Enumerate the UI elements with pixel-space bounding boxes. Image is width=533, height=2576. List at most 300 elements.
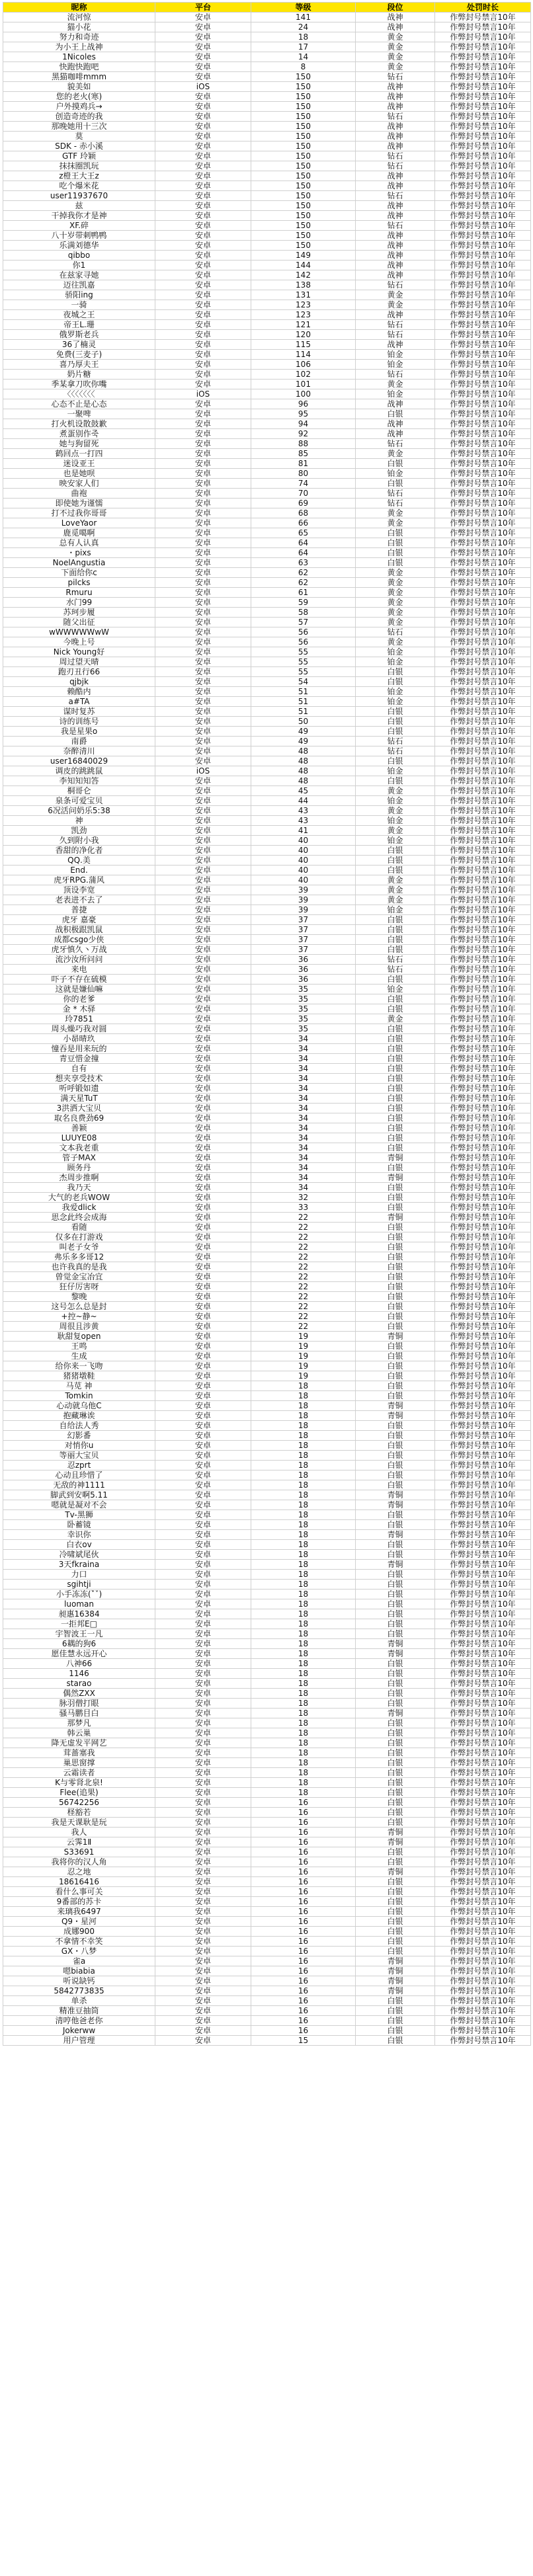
cell-penalty: 作弊封号禁言10年 — [435, 1094, 531, 1104]
cell-platform: 安卓 — [155, 1560, 251, 1570]
cell-platform: 安卓 — [155, 2036, 251, 2046]
cell-level: 18 — [251, 1421, 356, 1431]
cell-rank: 白银 — [356, 1768, 435, 1778]
cell-level: 55 — [251, 657, 356, 667]
cell-rank: 铂金 — [356, 796, 435, 806]
cell-penalty: 作弊封号禁言10年 — [435, 1540, 531, 1550]
cell-penalty: 作弊封号禁言10年 — [435, 1679, 531, 1689]
cell-penalty: 作弊封号禁言10年 — [435, 895, 531, 905]
cell-platform: 安卓 — [155, 846, 251, 856]
cell-rank: 钻石 — [356, 965, 435, 975]
cell-nickname: 不拿情不幸笑 — [3, 1937, 155, 1947]
cell-platform: 安卓 — [155, 1193, 251, 1203]
cell-penalty: 作弊封号禁言10年 — [435, 657, 531, 667]
header-level: 等级 — [251, 3, 356, 13]
table-row — [3, 1391, 531, 1401]
cell-rank: 白银 — [356, 1302, 435, 1312]
table-row — [3, 1649, 531, 1659]
cell-penalty: 作弊封号禁言10年 — [435, 776, 531, 786]
cell-rank: 战神 — [356, 231, 435, 241]
cell-rank: 黄金 — [356, 62, 435, 72]
cell-nickname: 谋时复苏 — [3, 707, 155, 717]
cell-platform: 安卓 — [155, 746, 251, 756]
cell-level: 150 — [251, 211, 356, 221]
cell-rank: 铂金 — [356, 766, 435, 776]
cell-penalty: 作弊封号禁言10年 — [435, 62, 531, 72]
table-row — [3, 1907, 531, 1917]
table-row — [3, 1520, 531, 1530]
cell-level: 18 — [251, 1778, 356, 1788]
cell-penalty: 作弊封号禁言10年 — [435, 1510, 531, 1520]
cell-nickname: GX・八梦 — [3, 1947, 155, 1956]
cell-rank: 白银 — [356, 1441, 435, 1451]
cell-platform: 安卓 — [155, 637, 251, 647]
cell-penalty: 作弊封号禁言10年 — [435, 1193, 531, 1203]
cell-penalty: 作弊封号禁言10年 — [435, 1560, 531, 1570]
cell-penalty: 作弊封号禁言10年 — [435, 727, 531, 737]
cell-nickname: 玲7851 — [3, 1014, 155, 1024]
cell-platform: 安卓 — [155, 1322, 251, 1332]
cell-rank: 白银 — [356, 915, 435, 925]
cell-platform: 安卓 — [155, 191, 251, 201]
table-row — [3, 13, 531, 22]
table-row — [3, 1609, 531, 1619]
table-row — [3, 1768, 531, 1778]
cell-nickname: 骚马鹏目白 — [3, 1709, 155, 1718]
cell-rank: 白银 — [356, 667, 435, 677]
cell-platform: 安卓 — [155, 419, 251, 429]
table-row — [3, 1917, 531, 1927]
cell-level: 18 — [251, 1490, 356, 1500]
cell-rank: 白银 — [356, 409, 435, 419]
cell-level: 16 — [251, 1966, 356, 1976]
cell-platform: 安卓 — [155, 1381, 251, 1391]
cell-platform: 安卓 — [155, 1054, 251, 1064]
table-row — [3, 707, 531, 717]
cell-penalty: 作弊封号禁言10年 — [435, 1500, 531, 1510]
cell-platform: 安卓 — [155, 1986, 251, 1996]
cell-rank: 白银 — [356, 1540, 435, 1550]
table-row — [3, 766, 531, 776]
cell-level: 141 — [251, 13, 356, 22]
table-row — [3, 1748, 531, 1758]
cell-nickname: 狂仔厉害呀 — [3, 1282, 155, 1292]
table-row — [3, 1758, 531, 1768]
cell-level: 22 — [251, 1232, 356, 1242]
cell-nickname: 心动就乌他C — [3, 1401, 155, 1411]
cell-level: 34 — [251, 1034, 356, 1044]
cell-platform: 安卓 — [155, 558, 251, 568]
table-row — [3, 1937, 531, 1947]
table-row — [3, 231, 531, 241]
cell-level: 66 — [251, 518, 356, 528]
cell-nickname: 力口 — [3, 1570, 155, 1580]
cell-rank: 白银 — [356, 1064, 435, 1074]
cell-rank: 钻石 — [356, 499, 435, 508]
cell-penalty: 作弊封号禁言10年 — [435, 161, 531, 171]
cell-platform: 安卓 — [155, 816, 251, 826]
cell-platform: 安卓 — [155, 201, 251, 211]
table-row — [3, 1441, 531, 1451]
table-row — [3, 1728, 531, 1738]
cell-rank: 白银 — [356, 1917, 435, 1927]
cell-rank: 白银 — [356, 1133, 435, 1143]
cell-level: 16 — [251, 1937, 356, 1947]
table-row — [3, 280, 531, 290]
cell-nickname: 愿佳慧永远开心 — [3, 1649, 155, 1659]
table-row — [3, 479, 531, 489]
cell-level: 18 — [251, 1391, 356, 1401]
cell-platform: 安卓 — [155, 42, 251, 52]
cell-level: 16 — [251, 1887, 356, 1897]
cell-penalty: 作弊封号禁言10年 — [435, 627, 531, 637]
cell-rank: 青铜 — [356, 1966, 435, 1976]
cell-penalty: 作弊封号禁言10年 — [435, 1262, 531, 1272]
cell-rank: 战神 — [356, 171, 435, 181]
cell-penalty: 作弊封号禁言10年 — [435, 1183, 531, 1193]
cell-rank: 黄金 — [356, 578, 435, 588]
cell-nickname: 雀a — [3, 1956, 155, 1966]
cell-platform: 安卓 — [155, 1500, 251, 1510]
cell-rank: 白银 — [356, 1897, 435, 1907]
cell-nickname: +控~静~ — [3, 1312, 155, 1322]
cell-rank: 白银 — [356, 1252, 435, 1262]
cell-platform: 安卓 — [155, 647, 251, 657]
table-row — [3, 370, 531, 380]
cell-penalty: 作弊封号禁言10年 — [435, 826, 531, 836]
table-row — [3, 241, 531, 251]
cell-level: 16 — [251, 1996, 356, 2006]
cell-penalty: 作弊封号禁言10年 — [435, 1907, 531, 1917]
cell-penalty: 作弊封号禁言10年 — [435, 1639, 531, 1649]
cell-rank: 白银 — [356, 1689, 435, 1699]
cell-penalty: 作弊封号禁言10年 — [435, 836, 531, 846]
cell-platform: 安卓 — [155, 1689, 251, 1699]
cell-platform: 安卓 — [155, 965, 251, 975]
cell-nickname: 桐哥仑 — [3, 786, 155, 796]
cell-nickname: 户外摸鸡兵→ — [3, 102, 155, 112]
cell-platform: 安卓 — [155, 1014, 251, 1024]
cell-platform: 安卓 — [155, 1351, 251, 1361]
cell-penalty: 作弊封号禁言10年 — [435, 1937, 531, 1947]
cell-platform: 安卓 — [155, 1480, 251, 1490]
cell-nickname: 即使她为谨懦 — [3, 499, 155, 508]
cell-penalty: 作弊封号禁言10年 — [435, 1867, 531, 1877]
cell-level: 35 — [251, 985, 356, 994]
cell-penalty: 作弊封号禁言10年 — [435, 1917, 531, 1927]
cell-level: 150 — [251, 102, 356, 112]
table-row — [3, 221, 531, 231]
table-row — [3, 1689, 531, 1699]
cell-penalty: 作弊封号禁言10年 — [435, 875, 531, 885]
cell-rank: 白银 — [356, 1808, 435, 1818]
table-row — [3, 518, 531, 528]
cell-penalty: 作弊封号禁言10年 — [435, 905, 531, 915]
cell-level: 35 — [251, 1004, 356, 1014]
cell-level: 58 — [251, 608, 356, 618]
cell-platform: 安卓 — [155, 22, 251, 32]
cell-nickname: 嗯biabia — [3, 1966, 155, 1976]
cell-nickname: 用户管理 — [3, 2036, 155, 2046]
table-row — [3, 598, 531, 608]
table-row — [3, 72, 531, 82]
cell-level: 57 — [251, 618, 356, 627]
cell-platform: 安卓 — [155, 1907, 251, 1917]
cell-level: 18 — [251, 1431, 356, 1441]
cell-penalty: 作弊封号禁言10年 — [435, 1213, 531, 1223]
cell-platform: 安卓 — [155, 756, 251, 766]
cell-level: 51 — [251, 697, 356, 707]
cell-penalty: 作弊封号禁言10年 — [435, 1302, 531, 1312]
table-row — [3, 1143, 531, 1153]
cell-platform: 安卓 — [155, 459, 251, 469]
cell-penalty: 作弊封号禁言10年 — [435, 1133, 531, 1143]
table-row — [3, 330, 531, 340]
cell-nickname: 今晚上号 — [3, 637, 155, 647]
cell-level: 19 — [251, 1371, 356, 1381]
cell-nickname: 9番部的苏卡 — [3, 1897, 155, 1907]
cell-penalty: 作弊封号禁言10年 — [435, 935, 531, 945]
cell-penalty: 作弊封号禁言10年 — [435, 985, 531, 994]
cell-level: 18 — [251, 1441, 356, 1451]
cell-nickname: 成都csgo少侠 — [3, 935, 155, 945]
cell-nickname: 虎牙RPG.蒲风 — [3, 875, 155, 885]
cell-platform: 安卓 — [155, 141, 251, 151]
cell-rank: 铂金 — [356, 350, 435, 360]
cell-rank: 白银 — [356, 1084, 435, 1094]
cell-penalty: 作弊封号禁言10年 — [435, 1431, 531, 1441]
cell-nickname: 吓子不存在硫模 — [3, 975, 155, 985]
header-platform: 平台 — [155, 3, 251, 13]
cell-level: 55 — [251, 667, 356, 677]
cell-platform: 安卓 — [155, 1738, 251, 1748]
cell-penalty: 作弊封号禁言10年 — [435, 994, 531, 1004]
cell-penalty: 作弊封号禁言10年 — [435, 1570, 531, 1580]
cell-platform: 安卓 — [155, 1074, 251, 1084]
cell-rank: 青铜 — [356, 1490, 435, 1500]
cell-nickname: 黎晚 — [3, 1292, 155, 1302]
cell-level: 150 — [251, 191, 356, 201]
cell-rank: 钻石 — [356, 72, 435, 82]
table-header — [3, 3, 531, 13]
cell-platform: 安卓 — [155, 1590, 251, 1599]
cell-nickname: 赖酷内 — [3, 687, 155, 697]
cell-rank: 白银 — [356, 1203, 435, 1213]
cell-nickname: 苏珂步履 — [3, 608, 155, 618]
cell-platform: 安卓 — [155, 1123, 251, 1133]
table-row — [3, 42, 531, 52]
cell-rank: 白银 — [356, 1788, 435, 1798]
cell-platform: 安卓 — [155, 1877, 251, 1887]
cell-rank: 白银 — [356, 846, 435, 856]
cell-nickname: 曾觉金宝冶宜 — [3, 1272, 155, 1282]
cell-penalty: 作弊封号禁言10年 — [435, 13, 531, 22]
cell-platform: 安卓 — [155, 1937, 251, 1947]
cell-penalty: 作弊封号禁言10年 — [435, 1976, 531, 1986]
cell-nickname: 我是天课耿是玩 — [3, 1818, 155, 1828]
cell-nickname: 云霜读者 — [3, 1768, 155, 1778]
table-row — [3, 1461, 531, 1470]
cell-platform: 安卓 — [155, 548, 251, 558]
cell-penalty: 作弊封号禁言10年 — [435, 1877, 531, 1887]
cell-platform: 安卓 — [155, 1748, 251, 1758]
cell-nickname: 诗的训练号 — [3, 717, 155, 727]
cell-penalty: 作弊封号禁言10年 — [435, 1441, 531, 1451]
cell-rank: 青铜 — [356, 1332, 435, 1342]
table-row — [3, 449, 531, 459]
cell-penalty: 作弊封号禁言10年 — [435, 320, 531, 330]
cell-penalty: 作弊封号禁言10年 — [435, 1590, 531, 1599]
table-row — [3, 856, 531, 865]
cell-penalty: 作弊封号禁言10年 — [435, 330, 531, 340]
table-row — [3, 489, 531, 499]
cell-level: 150 — [251, 221, 356, 231]
cell-platform: 安卓 — [155, 717, 251, 727]
cell-nickname: 自给法人秀 — [3, 1421, 155, 1431]
table-row — [3, 1570, 531, 1580]
cell-platform: 安卓 — [155, 112, 251, 122]
cell-penalty: 作弊封号禁言10年 — [435, 419, 531, 429]
cell-rank: 白银 — [356, 1669, 435, 1679]
cell-nickname: 弗乐多多哥12 — [3, 1252, 155, 1262]
cell-nickname: 想夹享受技术 — [3, 1074, 155, 1084]
cell-penalty: 作弊封号禁言10年 — [435, 102, 531, 112]
cell-level: 61 — [251, 588, 356, 598]
cell-level: 18 — [251, 1718, 356, 1728]
cell-platform: 安卓 — [155, 489, 251, 499]
table-row — [3, 1232, 531, 1242]
cell-level: 64 — [251, 548, 356, 558]
cell-level: 65 — [251, 528, 356, 538]
cell-level: 34 — [251, 1074, 356, 1084]
cell-rank: 战神 — [356, 13, 435, 22]
cell-nickname: starao — [3, 1679, 155, 1689]
cell-penalty: 作弊封号禁言10年 — [435, 389, 531, 399]
cell-level: 115 — [251, 340, 356, 350]
cell-platform: 安卓 — [155, 1609, 251, 1619]
cell-level: 22 — [251, 1282, 356, 1292]
cell-rank: 白银 — [356, 2016, 435, 2026]
cell-level: 56 — [251, 637, 356, 647]
table-row — [3, 975, 531, 985]
table-row — [3, 1054, 531, 1064]
cell-rank: 白银 — [356, 1262, 435, 1272]
cell-nickname: 一拒邦E□ — [3, 1619, 155, 1629]
cell-level: 88 — [251, 439, 356, 449]
cell-penalty: 作弊封号禁言10年 — [435, 1252, 531, 1262]
cell-platform: 安卓 — [155, 320, 251, 330]
cell-nickname: sgihtji — [3, 1580, 155, 1590]
cell-rank: 白银 — [356, 1629, 435, 1639]
table-row — [3, 1956, 531, 1966]
cell-platform: 安卓 — [155, 1996, 251, 2006]
cell-platform: 安卓 — [155, 518, 251, 528]
header-row — [3, 3, 531, 13]
cell-platform: 安卓 — [155, 13, 251, 22]
cell-rank: 黄金 — [356, 786, 435, 796]
cell-rank: 白银 — [356, 1590, 435, 1599]
table-row — [3, 1401, 531, 1411]
cell-penalty: 作弊封号禁言10年 — [435, 1609, 531, 1619]
cell-level: 36 — [251, 975, 356, 985]
cell-platform: 安卓 — [155, 955, 251, 965]
table-row — [3, 132, 531, 141]
cell-nickname: z橙王大王z — [3, 171, 155, 181]
cell-platform: 安卓 — [155, 1064, 251, 1074]
cell-nickname: 猪猪墩鞋 — [3, 1371, 155, 1381]
cell-level: 18 — [251, 1659, 356, 1669]
cell-rank: 白银 — [356, 1857, 435, 1867]
cell-penalty: 作弊封号禁言10年 — [435, 618, 531, 627]
cell-level: 40 — [251, 836, 356, 846]
cell-rank: 青铜 — [356, 1411, 435, 1421]
cell-level: 16 — [251, 1828, 356, 1837]
cell-penalty: 作弊封号禁言10年 — [435, 786, 531, 796]
cell-penalty: 作弊封号禁言10年 — [435, 1232, 531, 1242]
cell-level: 34 — [251, 1094, 356, 1104]
cell-penalty: 作弊封号禁言10年 — [435, 1837, 531, 1847]
cell-rank: 白银 — [356, 1728, 435, 1738]
cell-rank: 黄金 — [356, 1014, 435, 1024]
cell-penalty: 作弊封号禁言10年 — [435, 171, 531, 181]
cell-level: 18 — [251, 1560, 356, 1570]
table-row — [3, 1629, 531, 1639]
cell-nickname: 1Nicoles — [3, 52, 155, 62]
cell-rank: 钻石 — [356, 330, 435, 340]
table-row — [3, 399, 531, 409]
cell-rank: 黄金 — [356, 568, 435, 578]
cell-level: 35 — [251, 994, 356, 1004]
cell-rank: 钻石 — [356, 489, 435, 499]
table-row — [3, 1371, 531, 1381]
cell-penalty: 作弊封号禁言10年 — [435, 568, 531, 578]
cell-rank: 青铜 — [356, 1986, 435, 1996]
cell-penalty: 作弊封号禁言10年 — [435, 300, 531, 310]
cell-penalty: 作弊封号禁言10年 — [435, 1451, 531, 1461]
cell-rank: 白银 — [356, 538, 435, 548]
cell-rank: 钻石 — [356, 280, 435, 290]
table-row — [3, 627, 531, 637]
cell-penalty: 作弊封号禁言10年 — [435, 865, 531, 875]
cell-level: 37 — [251, 925, 356, 935]
cell-nickname: 心态不止是心态 — [3, 399, 155, 409]
table-row — [3, 1203, 531, 1213]
cell-rank: 战神 — [356, 122, 435, 132]
cell-rank: 白银 — [356, 1947, 435, 1956]
cell-nickname: 小昴晴玖 — [3, 1034, 155, 1044]
cell-nickname: 快跑快跑吧 — [3, 62, 155, 72]
cell-nickname: 你的老爹 — [3, 994, 155, 1004]
cell-level: 18 — [251, 1510, 356, 1520]
cell-platform: 安卓 — [155, 62, 251, 72]
cell-platform: 安卓 — [155, 1332, 251, 1342]
cell-platform: 安卓 — [155, 1669, 251, 1679]
cell-rank: 白银 — [356, 1351, 435, 1361]
cell-rank: 铂金 — [356, 469, 435, 479]
table-row — [3, 865, 531, 875]
cell-platform: 安卓 — [155, 1153, 251, 1163]
cell-nickname: qjbjk — [3, 677, 155, 687]
cell-penalty: 作弊封号禁言10年 — [435, 1699, 531, 1709]
cell-level: 64 — [251, 538, 356, 548]
cell-nickname: 善颖 — [3, 1123, 155, 1133]
cell-platform: 安卓 — [155, 885, 251, 895]
cell-penalty: 作弊封号禁言10年 — [435, 499, 531, 508]
table-row — [3, 171, 531, 181]
table-row — [3, 102, 531, 112]
table-body — [3, 13, 531, 2046]
table-row — [3, 697, 531, 707]
